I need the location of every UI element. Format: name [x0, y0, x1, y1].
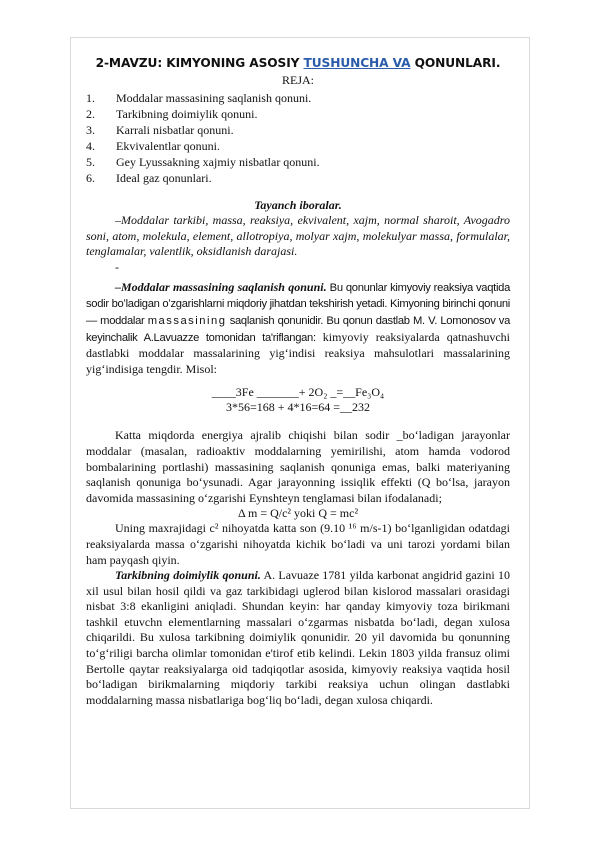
plan-item: 1. Moddalar massasining saqlanish qonuni. [86, 91, 312, 105]
paragraph-mass-conservation: –Moddalar massasining saqlanish qonuni. Bu qonunlar kimyoviy reaksiya vaqtida sodir boʻladigan oʻzgarishlarni miqdoriy jihatdan tekshirish yetadi. Kimyoning birinchi qonuni — moddalar massasining saqlanish qonunidir. Bu qonun dastlab M. V. Lomonosov va keyinchalik A.Lavuazze tomonidan ta'riflangan: kimyoviy reaksiyalarda qatnashuvchi dastlabki moddalar massalarining yigʻindisi reaksiya mahsulotlari massalarining yigʻindisiga tengdir. Misol: [86, 279, 511, 376]
title-suffix: QONUNLARI. [410, 56, 501, 70]
paragraph-energy: Katta miqdorda energiya ajralib chiqishi bilan sodir _boʻladigan jarayonlar moddalar (masalan, radioaktiv moddalarning yemirilishi, atom hamda vodorod bombalarining portlashi) massasining saqlanish qonuniga emas, balki materiyaning saqlanish qonuniga boʻysunadi. Agar jarayonning issiqlik effekti (Q boʻlsa, jarayon davomida massasining oʻzgarishi Eynshteyn tenglamasi bilan ifodalanadi; [86, 428, 510, 505]
key-terms-paragraph: –Moddalar tarkibi, massa, reaksiya, ekvivalent, xajm, normal sharoit, Avogadro soni, atom, molekula, element, allotropiya, molyar xajm, molekulyar massa, formulalar, tenglamalar, valentlik, oksidlanish darajasi. [86, 213, 510, 259]
paragraph-c-squared: Uning maxrajidagi c² nihoyatda katta son (9.10 ¹⁶ m/s-1) boʻlganligidan odatdagi reaksiyalarda massa oʻzgarishi nihoyatda kichik boʻladi va uni tarozi yordami bilan ham payqash qiyin. [86, 521, 510, 567]
document-title [86, 56, 510, 70]
equation-masses: 3*56=168 + 4*16=64 =__232 [225, 400, 371, 415]
paragraph-composition: Tarkibning doimiylik qonuni. A. Lavuaze 1781 yilda karbonat angidrid gazini 10 xil usul bilan hosil qildi va gaz tarkibidagi uglerod bilan kislorod massalari orasidagi nisbat 3:8 ekanligini aniqladi. Shundan keyin: har qanday kimyoviy toza birikmani tashkil etuvchn elementlarning massalari oʻzgarmas nisbatda boʻladi, degan xulosa chiqarildi. Bu xulosa tarkibning doimiylik qonunidir. 20 yil davomida bu qonunning toʻgʻriligi barcha olimlar tomonidan e'tirof etib kelindi. Lekin 1803 yilda fransuz olimi Bertolle qaytar reaksiyalarga oid tadqiqotlar asosida, kimyoviy reaksiya vaqtida hosil boʻladigan birikmalarning miqdoriy tarkibi reaksiya uchun olingan dastlabki moddalarning massa nisbatlariga bogʻliq boʻladi, degan xulosa chiqardi. [86, 568, 510, 707]
separator-dash: - [115, 259, 119, 274]
plan-item: 3. Karrali nisbatlar qonuni. [86, 123, 234, 137]
plan-item: 6. Ideal gaz qonunlari. [86, 171, 212, 185]
plan-list [86, 90, 510, 186]
plan-heading: REJA: [281, 73, 314, 87]
page-content [86, 56, 510, 708]
title-prefix: 2-MAVZU: [95, 56, 167, 70]
title-text: KIMYONING ASOSIY [166, 56, 304, 70]
plan-item: 2. Tarkibning doimiylik qonuni. [86, 107, 258, 121]
equation-reaction: ____3Fe _______+ 2O₂ _=__Fe₃O₄ [211, 385, 385, 400]
key-terms-heading: Tayanch iboralar. [254, 198, 342, 212]
plan-item: 5. Gey Lyussakning xajmiy nisbatlar qonuni. [86, 155, 320, 169]
equation-einstein: Δ m = Q/c² yoki Q = mc² [237, 506, 359, 521]
title-link[interactable]: TUSHUNCHA VA [303, 56, 411, 70]
plan-item: 4. Ekvivalentlar qonuni. [86, 139, 220, 153]
